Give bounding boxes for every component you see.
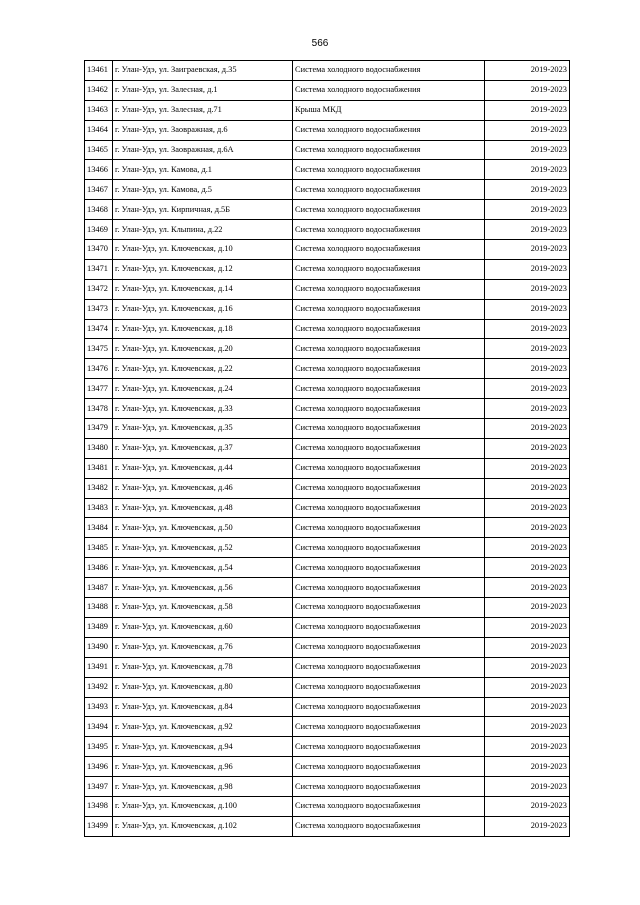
- table-row: [85, 61, 570, 81]
- period-cell: 2019-2023: [485, 61, 570, 81]
- address-cell: г. Улан-Удэ, ул. Ключевская, д.92: [113, 717, 293, 737]
- row-number-cell: 13463: [85, 100, 113, 120]
- address-cell: г. Улан-Удэ, ул. Ключевская, д.96: [113, 757, 293, 777]
- row-number-cell: 13492: [85, 677, 113, 697]
- period-cell: 2019-2023: [485, 220, 570, 240]
- row-number-cell: 13490: [85, 637, 113, 657]
- period-cell: 2019-2023: [485, 478, 570, 498]
- table-row: [85, 279, 570, 299]
- period-cell: 2019-2023: [485, 120, 570, 140]
- work-type-cell: Система холодного водоснабжения: [293, 259, 485, 279]
- row-number-cell: 13468: [85, 200, 113, 220]
- work-type-cell: Система холодного водоснабжения: [293, 598, 485, 618]
- period-cell: 2019-2023: [485, 259, 570, 279]
- table-row: [85, 757, 570, 777]
- row-number-cell: 13489: [85, 617, 113, 637]
- table-row: [85, 100, 570, 120]
- period-cell: 2019-2023: [485, 717, 570, 737]
- period-cell: 2019-2023: [485, 100, 570, 120]
- row-number-cell: 13485: [85, 538, 113, 558]
- work-type-cell: Система холодного водоснабжения: [293, 359, 485, 379]
- address-cell: г. Улан-Удэ, ул. Заовражная, д.6: [113, 120, 293, 140]
- row-number-cell: 13498: [85, 796, 113, 816]
- table-row: [85, 518, 570, 538]
- address-cell: г. Улан-Удэ, ул. Ключевская, д.58: [113, 598, 293, 618]
- address-cell: г. Улан-Удэ, ул. Ключевская, д.102: [113, 816, 293, 836]
- work-type-cell: Система холодного водоснабжения: [293, 677, 485, 697]
- row-number-cell: 13478: [85, 399, 113, 419]
- work-type-cell: Система холодного водоснабжения: [293, 299, 485, 319]
- table-row: [85, 379, 570, 399]
- row-number-cell: 13479: [85, 419, 113, 439]
- work-type-cell: Система холодного водоснабжения: [293, 140, 485, 160]
- work-type-cell: Система холодного водоснабжения: [293, 717, 485, 737]
- address-cell: г. Улан-Удэ, ул. Ключевская, д.98: [113, 777, 293, 797]
- period-cell: 2019-2023: [485, 617, 570, 637]
- period-cell: 2019-2023: [485, 578, 570, 598]
- period-cell: 2019-2023: [485, 518, 570, 538]
- row-number-cell: 13469: [85, 220, 113, 240]
- work-type-cell: Система холодного водоснабжения: [293, 200, 485, 220]
- work-type-cell: Система холодного водоснабжения: [293, 558, 485, 578]
- row-number-cell: 13481: [85, 458, 113, 478]
- table-row: [85, 80, 570, 100]
- work-type-cell: Система холодного водоснабжения: [293, 518, 485, 538]
- row-number-cell: 13472: [85, 279, 113, 299]
- row-number-cell: 13491: [85, 657, 113, 677]
- period-cell: 2019-2023: [485, 796, 570, 816]
- table-row: [85, 777, 570, 797]
- period-cell: 2019-2023: [485, 598, 570, 618]
- work-type-cell: Система холодного водоснабжения: [293, 498, 485, 518]
- address-cell: г. Улан-Удэ, ул. Камова, д.5: [113, 180, 293, 200]
- row-number-cell: 13465: [85, 140, 113, 160]
- address-cell: г. Улан-Удэ, ул. Ключевская, д.12: [113, 259, 293, 279]
- table-row: [85, 816, 570, 836]
- row-number-cell: 13466: [85, 160, 113, 180]
- work-type-cell: Система холодного водоснабжения: [293, 796, 485, 816]
- period-cell: 2019-2023: [485, 657, 570, 677]
- row-number-cell: 13474: [85, 319, 113, 339]
- work-type-cell: Система холодного водоснабжения: [293, 399, 485, 419]
- address-cell: г. Улан-Удэ, ул. Ключевская, д.78: [113, 657, 293, 677]
- table-row: [85, 259, 570, 279]
- address-cell: г. Улан-Удэ, ул. Ключевская, д.94: [113, 737, 293, 757]
- page-number: 566: [311, 38, 329, 49]
- work-type-cell: Система холодного водоснабжения: [293, 419, 485, 439]
- row-number-cell: 13480: [85, 438, 113, 458]
- table-row: [85, 359, 570, 379]
- address-cell: г. Улан-Удэ, ул. Ключевская, д.33: [113, 399, 293, 419]
- address-cell: г. Улан-Удэ, ул. Ключевская, д.37: [113, 438, 293, 458]
- row-number-cell: 13496: [85, 757, 113, 777]
- work-type-cell: Система холодного водоснабжения: [293, 61, 485, 81]
- work-type-cell: Система холодного водоснабжения: [293, 757, 485, 777]
- work-type-cell: Система холодного водоснабжения: [293, 777, 485, 797]
- work-type-cell: Система холодного водоснабжения: [293, 120, 485, 140]
- row-number-cell: 13482: [85, 478, 113, 498]
- row-number-cell: 13462: [85, 80, 113, 100]
- row-number-cell: 13476: [85, 359, 113, 379]
- row-number-cell: 13475: [85, 339, 113, 359]
- row-number-cell: 13497: [85, 777, 113, 797]
- period-cell: 2019-2023: [485, 299, 570, 319]
- address-cell: г. Улан-Удэ, ул. Ключевская, д.84: [113, 697, 293, 717]
- address-cell: г. Улан-Удэ, ул. Ключевская, д.18: [113, 319, 293, 339]
- table-row: [85, 339, 570, 359]
- work-type-cell: Система холодного водоснабжения: [293, 339, 485, 359]
- address-cell: г. Улан-Удэ, ул. Заовражная, д.6А: [113, 140, 293, 160]
- row-number-cell: 13495: [85, 737, 113, 757]
- address-cell: г. Улан-Удэ, ул. Ключевская, д.60: [113, 617, 293, 637]
- period-cell: 2019-2023: [485, 180, 570, 200]
- address-cell: г. Улан-Удэ, ул. Ключевская, д.46: [113, 478, 293, 498]
- address-cell: г. Улан-Удэ, ул. Ключевская, д.35: [113, 419, 293, 439]
- registry-table-body: [85, 61, 570, 837]
- work-type-cell: Система холодного водоснабжения: [293, 220, 485, 240]
- period-cell: 2019-2023: [485, 399, 570, 419]
- table-row: [85, 717, 570, 737]
- table-row: [85, 598, 570, 618]
- table-row: [85, 319, 570, 339]
- table-row: [85, 220, 570, 240]
- period-cell: 2019-2023: [485, 637, 570, 657]
- address-cell: г. Улан-Удэ, ул. Ключевская, д.16: [113, 299, 293, 319]
- table-row: [85, 677, 570, 697]
- period-cell: 2019-2023: [485, 816, 570, 836]
- work-type-cell: Крыша МКД: [293, 100, 485, 120]
- work-type-cell: Система холодного водоснабжения: [293, 478, 485, 498]
- work-type-cell: Система холодного водоснабжения: [293, 578, 485, 598]
- work-type-cell: Система холодного водоснабжения: [293, 319, 485, 339]
- address-cell: г. Улан-Удэ, ул. Ключевская, д.76: [113, 637, 293, 657]
- address-cell: г. Улан-Удэ, ул. Ключевская, д.80: [113, 677, 293, 697]
- period-cell: 2019-2023: [485, 737, 570, 757]
- address-cell: г. Улан-Удэ, ул. Ключевская, д.24: [113, 379, 293, 399]
- address-cell: г. Улан-Удэ, ул. Камова, д.1: [113, 160, 293, 180]
- address-cell: г. Улан-Удэ, ул. Ключевская, д.54: [113, 558, 293, 578]
- table-row: [85, 438, 570, 458]
- address-cell: г. Улан-Удэ, ул. Клыпина, д.22: [113, 220, 293, 240]
- period-cell: 2019-2023: [485, 677, 570, 697]
- address-cell: г. Улан-Удэ, ул. Ключевская, д.10: [113, 240, 293, 260]
- work-type-cell: Система холодного водоснабжения: [293, 180, 485, 200]
- work-type-cell: Система холодного водоснабжения: [293, 737, 485, 757]
- table-row: [85, 200, 570, 220]
- work-type-cell: Система холодного водоснабжения: [293, 438, 485, 458]
- period-cell: 2019-2023: [485, 160, 570, 180]
- table-row: [85, 478, 570, 498]
- address-cell: г. Улан-Удэ, ул. Ключевская, д.50: [113, 518, 293, 538]
- address-cell: г. Улан-Удэ, ул. Ключевская, д.52: [113, 538, 293, 558]
- address-cell: г. Улан-Удэ, ул. Ключевская, д.44: [113, 458, 293, 478]
- address-cell: г. Улан-Удэ, ул. Залесная, д.1: [113, 80, 293, 100]
- period-cell: 2019-2023: [485, 240, 570, 260]
- row-number-cell: 13488: [85, 598, 113, 618]
- table-row: [85, 558, 570, 578]
- period-cell: 2019-2023: [485, 538, 570, 558]
- work-type-cell: Система холодного водоснабжения: [293, 637, 485, 657]
- period-cell: 2019-2023: [485, 140, 570, 160]
- period-cell: 2019-2023: [485, 379, 570, 399]
- table-row: [85, 180, 570, 200]
- period-cell: 2019-2023: [485, 498, 570, 518]
- address-cell: г. Улан-Удэ, ул. Ключевская, д.20: [113, 339, 293, 359]
- address-cell: г. Улан-Удэ, ул. Ключевская, д.14: [113, 279, 293, 299]
- work-type-cell: Система холодного водоснабжения: [293, 279, 485, 299]
- work-type-cell: Система холодного водоснабжения: [293, 617, 485, 637]
- table-row: [85, 617, 570, 637]
- period-cell: 2019-2023: [485, 359, 570, 379]
- row-number-cell: 13467: [85, 180, 113, 200]
- period-cell: 2019-2023: [485, 777, 570, 797]
- table-row: [85, 399, 570, 419]
- work-type-cell: Система холодного водоснабжения: [293, 458, 485, 478]
- period-cell: 2019-2023: [485, 279, 570, 299]
- row-number-cell: 13470: [85, 240, 113, 260]
- table-row: [85, 458, 570, 478]
- address-cell: г. Улан-Удэ, ул. Ключевская, д.56: [113, 578, 293, 598]
- period-cell: 2019-2023: [485, 438, 570, 458]
- table-row: [85, 160, 570, 180]
- row-number-cell: 13493: [85, 697, 113, 717]
- row-number-cell: 13484: [85, 518, 113, 538]
- address-cell: г. Улан-Удэ, ул. Ключевская, д.100: [113, 796, 293, 816]
- address-cell: г. Улан-Удэ, ул. Кирпичная, д.5Б: [113, 200, 293, 220]
- period-cell: 2019-2023: [485, 458, 570, 478]
- period-cell: 2019-2023: [485, 697, 570, 717]
- table-row: [85, 737, 570, 757]
- table-row: [85, 578, 570, 598]
- row-number-cell: 13471: [85, 259, 113, 279]
- table-row: [85, 538, 570, 558]
- table-row: [85, 419, 570, 439]
- row-number-cell: 13486: [85, 558, 113, 578]
- period-cell: 2019-2023: [485, 319, 570, 339]
- work-type-cell: Система холодного водоснабжения: [293, 240, 485, 260]
- work-type-cell: Система холодного водоснабжения: [293, 697, 485, 717]
- table-row: [85, 796, 570, 816]
- row-number-cell: 13487: [85, 578, 113, 598]
- row-number-cell: 13477: [85, 379, 113, 399]
- row-number-cell: 13499: [85, 816, 113, 836]
- period-cell: 2019-2023: [485, 80, 570, 100]
- row-number-cell: 13494: [85, 717, 113, 737]
- address-cell: г. Улан-Удэ, ул. Ключевская, д.48: [113, 498, 293, 518]
- period-cell: 2019-2023: [485, 339, 570, 359]
- work-type-cell: Система холодного водоснабжения: [293, 538, 485, 558]
- table-row: [85, 498, 570, 518]
- period-cell: 2019-2023: [485, 419, 570, 439]
- address-cell: г. Улан-Удэ, ул. Заиграевская, д.35: [113, 61, 293, 81]
- work-type-cell: Система холодного водоснабжения: [293, 379, 485, 399]
- address-cell: г. Улан-Удэ, ул. Залесная, д.71: [113, 100, 293, 120]
- row-number-cell: 13461: [85, 61, 113, 81]
- row-number-cell: 13473: [85, 299, 113, 319]
- period-cell: 2019-2023: [485, 757, 570, 777]
- work-type-cell: Система холодного водоснабжения: [293, 657, 485, 677]
- row-number-cell: 13483: [85, 498, 113, 518]
- table-row: [85, 657, 570, 677]
- row-number-cell: 13464: [85, 120, 113, 140]
- work-type-cell: Система холодного водоснабжения: [293, 160, 485, 180]
- table-row: [85, 299, 570, 319]
- period-cell: 2019-2023: [485, 558, 570, 578]
- table-row: [85, 120, 570, 140]
- table-row: [85, 637, 570, 657]
- table-row: [85, 697, 570, 717]
- table-row: [85, 240, 570, 260]
- address-cell: г. Улан-Удэ, ул. Ключевская, д.22: [113, 359, 293, 379]
- work-type-cell: Система холодного водоснабжения: [293, 816, 485, 836]
- period-cell: 2019-2023: [485, 200, 570, 220]
- registry-table: [84, 60, 570, 837]
- table-row: [85, 140, 570, 160]
- work-type-cell: Система холодного водоснабжения: [293, 80, 485, 100]
